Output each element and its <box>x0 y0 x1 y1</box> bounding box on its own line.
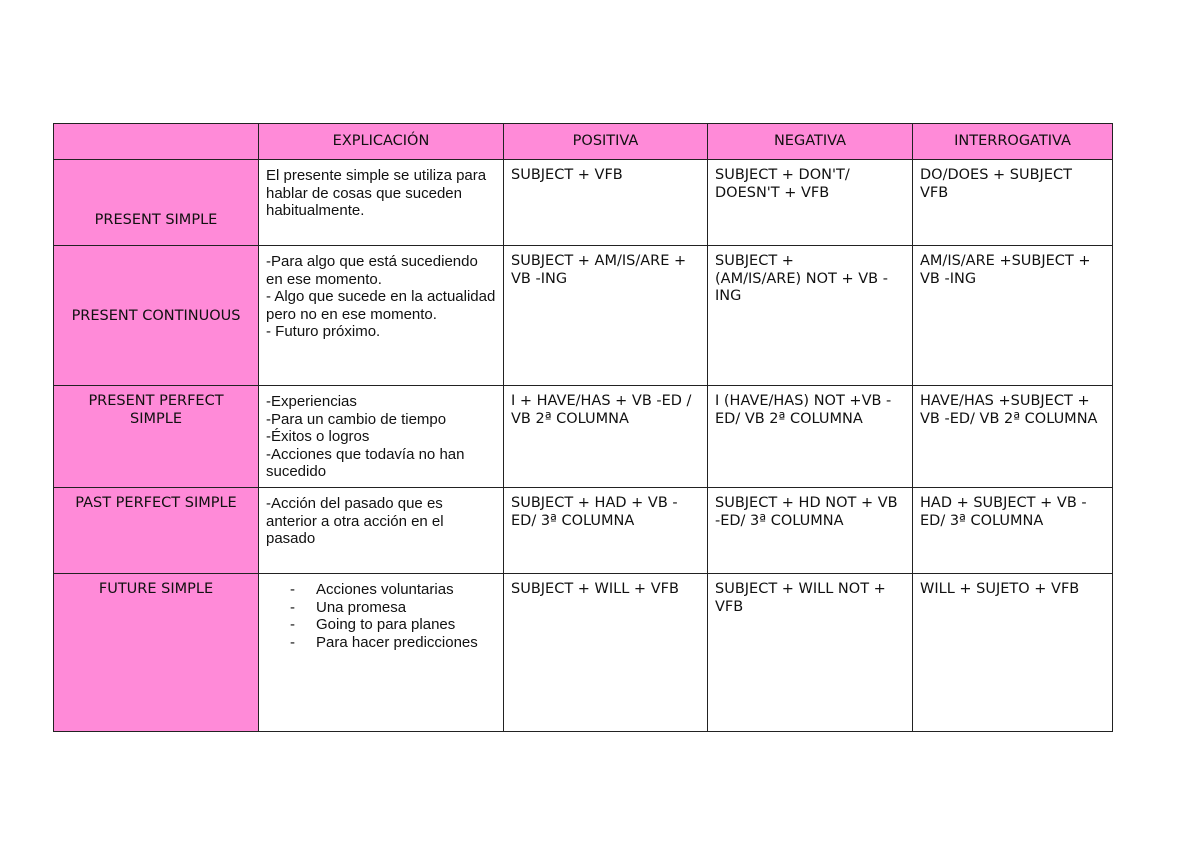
positive-line: SUBJECT + HAD + VB -ED/ 3ª COLUMNA <box>511 495 678 529</box>
explanation-line: -Experiencias <box>266 393 357 410</box>
negative-past-perfect-simple <box>708 488 913 574</box>
interrogative-line: HAD + SUBJECT + VB -ED/ 3ª COLUMNA <box>920 495 1087 529</box>
list-item: - Going to para planes <box>290 616 496 634</box>
negative-line: (AM/IS/ARE) NOT + VB -ING <box>715 270 888 304</box>
explanation-line: El presente simple se utiliza para hablar de cosas que suceden habitualmente. <box>266 167 487 219</box>
explanation-present-continuous <box>259 246 504 386</box>
tense-present-perfect-simple: PRESENT PERFECT SIMPLE <box>54 386 259 488</box>
negative-present-continuous <box>708 246 913 386</box>
interrogative-line: VFB <box>920 184 949 201</box>
positive-present-continuous <box>504 246 708 386</box>
tense-present-simple: PRESENT SIMPLE <box>54 160 259 246</box>
negative-present-simple <box>708 160 913 246</box>
negative-line: SUBJECT + DON'T/ <box>715 167 850 183</box>
interrogative-present-continuous <box>913 246 1113 386</box>
negative-line: SUBJECT + <box>715 253 794 269</box>
row-future-simple <box>54 574 1113 732</box>
positive-line: SUBJECT + VFB <box>511 167 623 183</box>
row-present-perfect-simple <box>54 386 1113 488</box>
interrogative-present-perfect-simple <box>913 386 1113 488</box>
header-empty <box>54 124 259 160</box>
explanation-line: - Algo que sucede en la actualidad pero no en ese momento. <box>266 288 496 323</box>
explanation-present-perfect-simple <box>259 386 504 488</box>
row-present-continuous <box>54 246 1113 386</box>
positive-line: I + HAVE/HAS + VB -ED / VB 2ª COLUMNA <box>511 393 692 427</box>
interrogative-line: HAVE/HAS +SUBJECT + VB -ED/ VB 2ª COLUMNA <box>920 393 1098 427</box>
explanation-past-perfect-simple <box>259 488 504 574</box>
positive-present-simple <box>504 160 708 246</box>
header-row <box>54 124 1113 160</box>
negative-present-perfect-simple <box>708 386 913 488</box>
interrogative-line: WILL + SUJETO + VFB <box>920 581 1080 597</box>
negative-line: DOESN'T + VFB <box>715 184 830 201</box>
list-item: - Para hacer predicciones <box>290 634 496 652</box>
explanation-line: - Futuro próximo. <box>266 323 381 340</box>
grammar-table <box>53 123 1113 732</box>
row-present-simple <box>54 160 1113 246</box>
interrogative-line: DO/DOES + SUBJECT <box>920 167 1072 183</box>
row-past-perfect-simple <box>54 488 1113 574</box>
header-negativa: NEGATIVA <box>708 124 913 160</box>
interrogative-future-simple <box>913 574 1113 732</box>
list-item: - Acciones voluntarias <box>290 581 496 599</box>
negative-line: I (HAVE/HAS) NOT +VB -ED/ VB 2ª COLUMNA <box>715 393 892 427</box>
header-interrogativa: INTERROGATIVA <box>913 124 1113 160</box>
positive-present-perfect-simple <box>504 386 708 488</box>
explanation-present-simple <box>259 160 504 246</box>
positive-line: SUBJECT + WILL + VFB <box>511 581 679 597</box>
explanation-line: -Acción del pasado que es anterior a otra acción en el pasado <box>266 495 444 547</box>
header-explicacion: EXPLICACIÓN <box>259 124 504 160</box>
interrogative-past-perfect-simple <box>913 488 1113 574</box>
negative-line: SUBJECT + WILL NOT + VFB <box>715 581 886 615</box>
tense-past-perfect-simple: PAST PERFECT SIMPLE <box>54 488 259 574</box>
explanation-future-simple <box>259 574 504 732</box>
positive-line: SUBJECT + AM/IS/ARE + VB -ING <box>511 253 687 287</box>
tense-present-continuous: PRESENT CONTINUOUS <box>54 246 259 386</box>
explanation-line: -Éxitos o logros <box>266 428 370 445</box>
interrogative-present-simple <box>913 160 1113 246</box>
explanation-line: -Para algo que está sucediendo en ese momento. <box>266 253 478 288</box>
interrogative-line: AM/IS/ARE +SUBJECT + VB -ING <box>920 253 1091 287</box>
negative-future-simple <box>708 574 913 732</box>
explanation-line: -Para un cambio de tiempo <box>266 410 447 428</box>
explanation-list <box>266 581 496 651</box>
list-item: - Una promesa <box>290 599 496 617</box>
negative-line: SUBJECT + HD NOT + VB -ED/ 3ª COLUMNA <box>715 495 898 529</box>
header-positiva: POSITIVA <box>504 124 708 160</box>
explanation-line: -Acciones que todavía no han sucedido <box>266 445 465 480</box>
tense-future-simple: FUTURE SIMPLE <box>54 574 259 732</box>
positive-past-perfect-simple <box>504 488 708 574</box>
positive-future-simple <box>504 574 708 732</box>
